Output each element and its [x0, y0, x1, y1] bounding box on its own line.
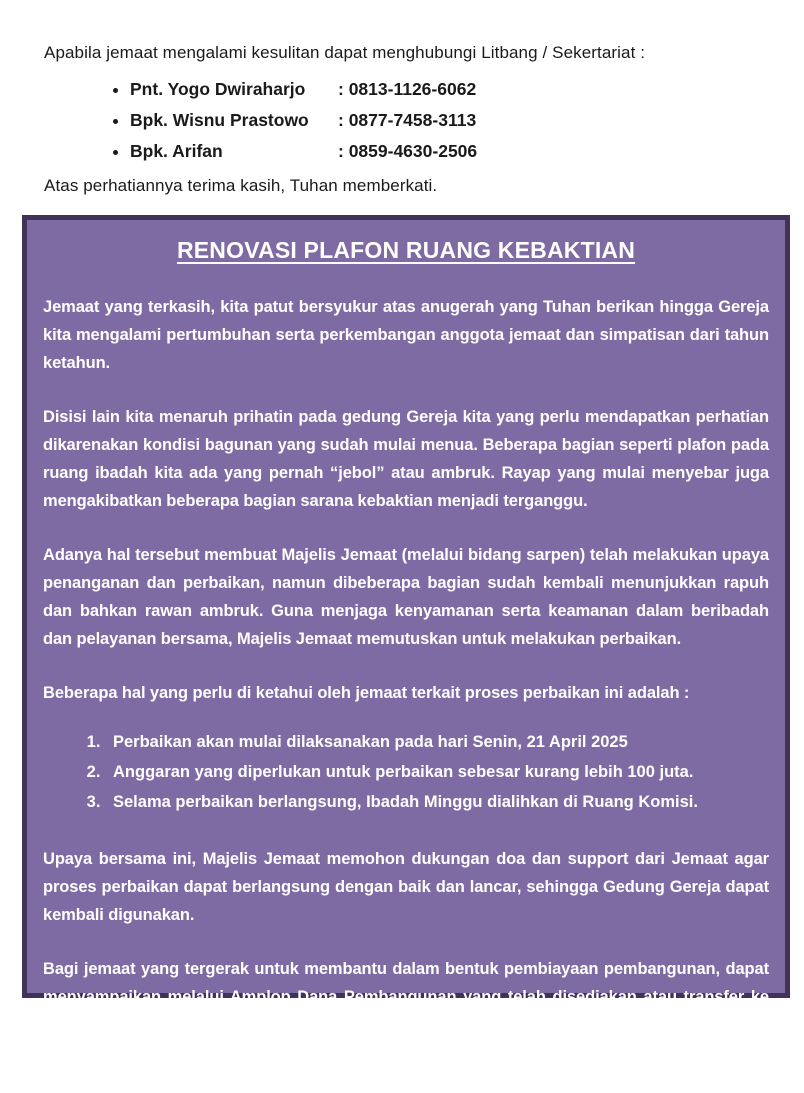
contact-list [44, 79, 764, 163]
notice-closing-text: Atas perhatiannya kami mengucapkan terima kasih. [205, 1069, 607, 1088]
contact-intro-text: Apabila jemaat mengalami kesulitan dapat menghubungi Litbang / Sekertariat : [44, 43, 646, 62]
notice-title-text: RENOVASI PLAFON RUANG KEBAKTIAN [176, 236, 636, 263]
notice-paragraph-4: Upaya bersama ini, Majelis Jemaat memohon dukungan doa dan support dari Jemaat agar proses perbaikan dapat berlangsung dengan baik dan lancar, sehingga Gedung Gereja dapat kembali digunakan. [43, 849, 769, 924]
repair-info-list [43, 727, 769, 817]
contact-phone: : 0859-4630-2506 [338, 140, 478, 161]
contact-name: Bpk. Wisnu Prastowo [130, 109, 309, 130]
repair-list-intro: Beberapa hal yang perlu di ketahui oleh jemaat terkait proses perbaikan ini adalah : [43, 683, 690, 702]
notice-paragraph-1: Jemaat yang terkasih, kita patut bersyukur atas anugerah yang Tuhan berikan hingga Gereja kita mengalami pertumbuhan serta perkembangan anggota jemaat dan simpatisan dari tahun ketahun. [43, 297, 769, 372]
contact-name: Bpk. Arifan [130, 140, 223, 161]
renovation-notice-box [22, 215, 790, 1088]
repair-list-item-1: 1. Perbaikan akan mulai dilaksanakan pada hari Senin, 21 April 2025 [105, 727, 769, 757]
notice-paragraph-5: Bagi jemaat yang tergerak untuk membantu dalam bentuk pembiayaan pembangunan, dapat menyampaikan melalui Amplop Dana Pembangunan yang telah disediakan atau transfer ke rekening gereja BCA 713-132-7777 a/n. GKI PONDOK MAKMUR. [43, 959, 769, 1034]
repair-list-item-3: 3. Selama perbaikan berlangsung, Ibadah Minggu dialihkan di Ruang Komisi. [105, 787, 769, 817]
contact-row [130, 79, 764, 101]
notice-paragraph-3: Adanya hal tersebut membuat Majelis Jemaat (melalui bidang sarpen) telah melakukan upaya penanganan dan perbaikan, namun dibeberapa bagian sudah kembali menunjukkan rapuh dan bahkan rawan ambruk. Guna menjaga kenyamanan serta keamanan dalam beribadah dan pelayanan bersama, Majelis Jemaat memutuskan untuk melakukan perbaikan. [43, 545, 769, 648]
notice-paragraph-2: Disisi lain kita menaruh prihatin pada gedung Gereja kita yang perlu mendapatkan perhatian dikarenakan kondisi bagunan yang sudah mulai menua. Beberapa bagian seperti plafon pada ruang ibadah kita ada yang pernah “jebol” atau ambruk. Rayap yang mulai menyebar juga mengakibatkan beberapa bagian sarana kebaktian menjadi terganggu. [43, 407, 769, 510]
repair-list-item-2: 2. Anggaran yang diperlukan untuk perbaikan sebesar kurang lebih 100 juta. [105, 757, 769, 787]
notice-title [43, 237, 769, 264]
contact-name: Pnt. Yogo Dwiraharjo [130, 78, 306, 99]
contact-closing-text: Atas perhatiannya terima kasih, Tuhan memberkati. [44, 175, 438, 195]
contact-row [130, 110, 764, 132]
contact-phone: : 0813-1126-6062 [338, 78, 477, 99]
contact-row [130, 141, 764, 163]
contact-section [44, 42, 764, 198]
contact-phone: : 0877-7458-3113 [338, 109, 477, 130]
